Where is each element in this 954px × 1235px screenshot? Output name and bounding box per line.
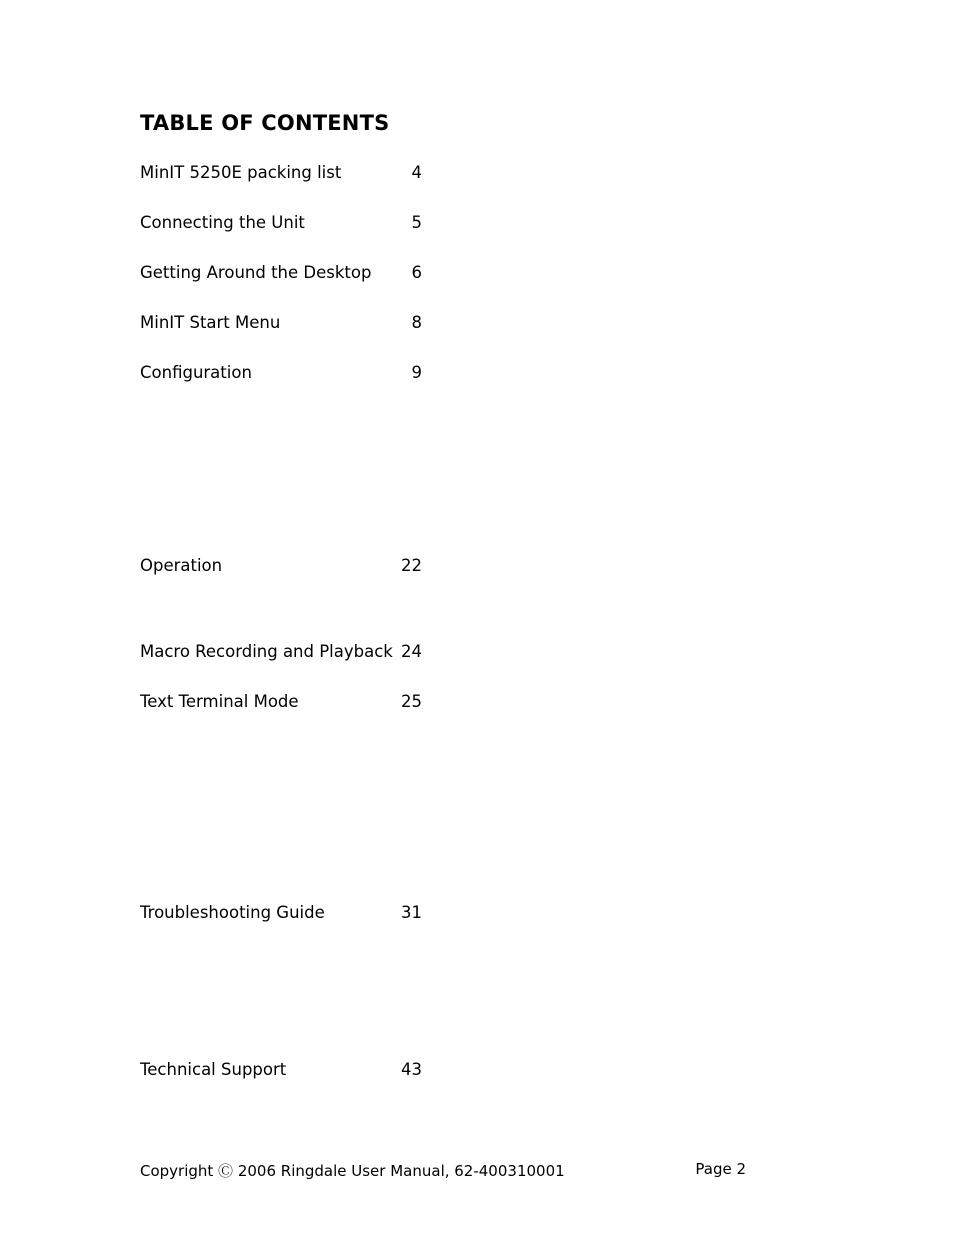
toc-entry-page: 6 [411,263,422,282]
toc-entry-title: Macro Recording and Playback [140,642,393,661]
toc-entry-page: 24 [401,642,422,661]
toc-entry-text-terminal[interactable] [140,692,422,714]
toc-entry-start-menu[interactable] [140,313,422,335]
toc-entry-page: 43 [401,1060,422,1079]
toc-entry-operation[interactable] [140,556,422,578]
footer-page-number: Page 2 [695,1160,746,1178]
toc-entry-page: 5 [411,213,422,232]
toc-entry-title: MinIT Start Menu [140,313,281,332]
toc-entry-support[interactable] [140,1060,422,1082]
toc-entry-desktop[interactable] [140,263,422,285]
toc-entry-page: 31 [401,903,422,922]
toc-entry-configuration[interactable] [140,363,422,385]
toc-entry-packing-list[interactable] [140,163,422,185]
toc-entry-connecting[interactable] [140,213,422,235]
toc-entry-title: MinIT 5250E packing list [140,163,342,182]
toc-entry-title: Text Terminal Mode [140,692,299,711]
toc-entry-page: 4 [411,163,422,182]
toc-entry-title: Technical Support [140,1060,287,1079]
toc-entry-page: 9 [411,363,422,382]
toc-entry-title: Operation [140,556,223,575]
toc-entry-page: 22 [401,556,422,575]
toc-entry-title: Getting Around the Desktop [140,263,372,282]
footer-copyright: Copyright Ⓒ 2006 Ringdale User Manual, 62-400310001 [140,1162,565,1180]
toc-entry-page: 25 [401,692,422,711]
toc-entry-title: Troubleshooting Guide [140,903,325,922]
toc-entry-title: Configuration [140,363,252,382]
toc-entry-troubleshooting[interactable] [140,903,422,925]
toc-entry-macro[interactable] [140,642,422,664]
page-title: TABLE OF CONTENTS [140,111,390,135]
toc-entry-page: 8 [411,313,422,332]
toc-entry-title: Connecting the Unit [140,213,305,232]
